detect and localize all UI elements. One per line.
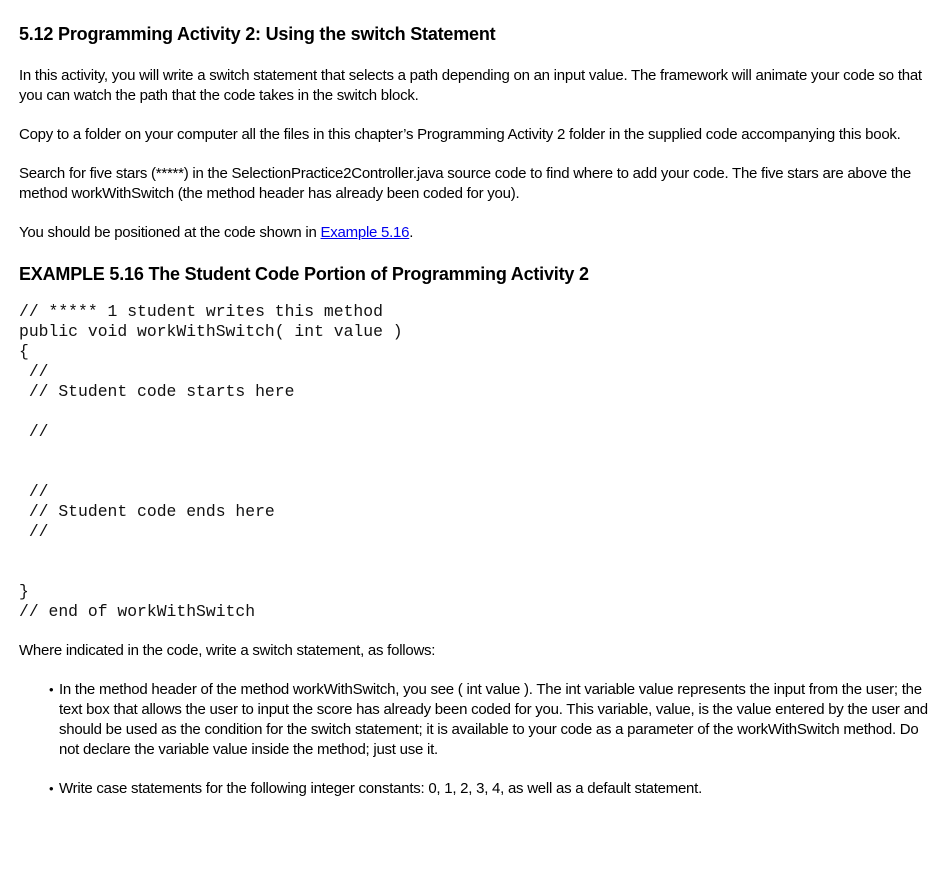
document-page (19, 22, 939, 818)
section-heading: 5.12 Programming Activity 2: Using the switch Statement (19, 24, 496, 44)
position-suffix: . (409, 224, 414, 241)
list-item: • Write case statements for the following integer constants: 0, 1, 2, 3, 4, as well as a default statement. (59, 779, 939, 799)
where-paragraph: Where indicated in the code, write a switch statement, as follows: (19, 642, 436, 659)
search-paragraph: Search for five stars (*****) in the SelectionPractice2Controller.java source code to find where to add your code. The five stars are above the method workWithSwitch (the method header has already been coded for you). (19, 165, 911, 202)
intro-paragraph: In this activity, you will write a switch statement that selects a path depending on an input value. The framework will animate your code so that you can watch the path that the code takes in the switch block. (19, 67, 922, 104)
example-link[interactable]: Example 5.16 (320, 224, 410, 241)
position-text: You should be positioned at the code shown in (19, 224, 321, 241)
instruction-list (19, 680, 939, 799)
list-item: • In the method header of the method workWithSwitch, you see ( int value ). The int variable value represents the input from the user; the text box that allows the user to input the score has already been coded for you. This variable, value, is the value entered by the user and should be used as the condition for the switch statement; it is available to your code as a parameter of the workWithSwitch method. Do not declare the variable value inside the method; just use it. (59, 680, 939, 760)
example-heading: EXAMPLE 5.16 The Student Code Portion of Programming Activity 2 (19, 264, 589, 284)
code-listing: // ***** 1 student writes this method public void workWithSwitch( int value ) { // // Student code starts here // // // Student code ends here // } // end of workWithSwitch (19, 302, 403, 621)
copy-paragraph: Copy to a folder on your computer all the files in this chapter’s Programming Activity 2 folder in the supplied code accompanying this book. (19, 126, 901, 143)
position-paragraph (19, 223, 939, 243)
